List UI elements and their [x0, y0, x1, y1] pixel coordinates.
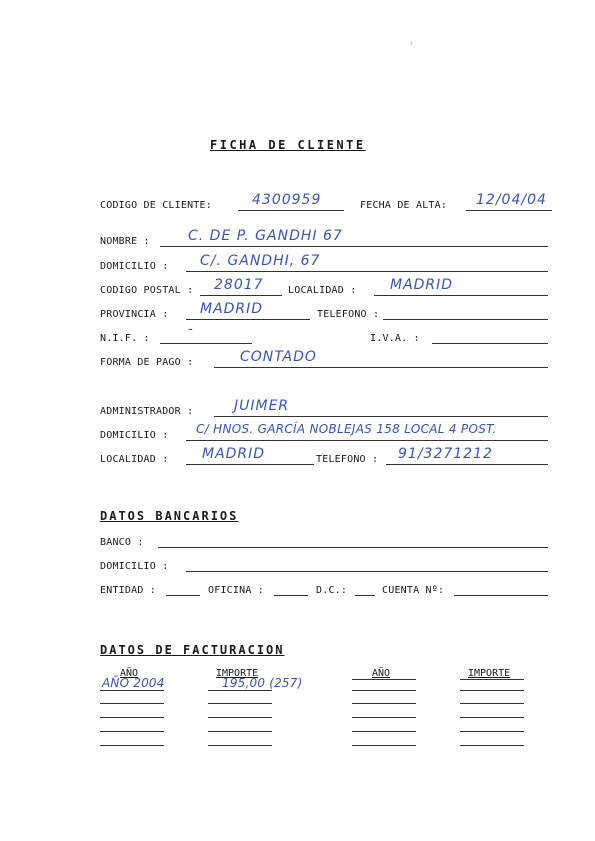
entidad-line: [166, 595, 200, 596]
ano-2-line: [352, 703, 416, 704]
ano-2-line: [352, 690, 416, 691]
domicilio-label: DOMICILIO :: [100, 261, 169, 272]
importe-1-line: [208, 717, 272, 718]
ano-2-line: [352, 745, 416, 746]
admin-localidad-value[interactable]: MADRID: [202, 446, 266, 462]
importe-1-line: [208, 745, 272, 746]
forma-pago-value[interactable]: CONTADO: [240, 349, 317, 365]
cuenta-label: CUENTA Nº:: [382, 585, 445, 596]
telefono-label: TELEFONO :: [317, 309, 380, 320]
administrador-line: [214, 416, 548, 417]
dc-line: [355, 595, 375, 596]
importe-2-line: [460, 703, 524, 704]
fecha-alta-label: FECHA DE ALTA:: [360, 200, 448, 211]
cuenta-line: [454, 595, 548, 596]
ano-2-line: [352, 731, 416, 732]
form-title: FICHA DE CLIENTE: [210, 138, 366, 152]
iva-line: [432, 343, 548, 344]
ano-1-line: [100, 703, 164, 704]
fecha-alta-line: [466, 210, 552, 211]
localidad-label: LOCALIDAD :: [288, 285, 357, 296]
forma-pago-label: FORMA DE PAGO :: [100, 357, 194, 368]
provincia-value[interactable]: MADRID: [200, 301, 264, 317]
nif-label: N.I.F. :: [100, 333, 150, 344]
nombre-line: [160, 246, 548, 247]
admin-localidad-line: [186, 464, 314, 465]
banco-label: BANCO :: [100, 537, 144, 548]
admin-telefono-label: TELEFONO :: [316, 454, 379, 465]
ano-1-line: [100, 731, 164, 732]
factura-row-ano[interactable]: AÑO 2004: [102, 676, 165, 690]
ano-2-line: [352, 717, 416, 718]
localidad-line: [374, 295, 548, 296]
ano-1-line: [100, 717, 164, 718]
iva-label: I.V.A. :: [370, 333, 420, 344]
domicilio-value[interactable]: C/. GANDHI, 67: [200, 253, 321, 269]
col-importe-1: IMPORTE: [216, 668, 259, 679]
provincia-line: [186, 319, 310, 320]
fecha-alta-value[interactable]: 12/04/04: [476, 192, 547, 208]
dc-label: D.C.:: [316, 585, 348, 596]
datos-facturacion-heading: DATOS DE FACTURACION: [100, 643, 285, 657]
oficina-line: [274, 595, 308, 596]
codigo-cliente-line: [238, 210, 344, 211]
admin-localidad-label: LOCALIDAD :: [100, 454, 169, 465]
oficina-label: OFICINA :: [208, 585, 264, 596]
col-importe-2-underline: [460, 679, 524, 680]
codigo-postal-value[interactable]: 28017: [214, 277, 264, 293]
nif-value[interactable]: -: [188, 322, 194, 337]
datos-bancarios-heading: DATOS BANCARIOS: [100, 509, 239, 523]
banco-line: [158, 547, 548, 548]
ano-1-line: [100, 690, 164, 691]
nombre-label: NOMBRE :: [100, 236, 150, 247]
admin-telefono-value[interactable]: 91/3271212: [398, 446, 493, 462]
administrador-value[interactable]: JUIMER: [234, 398, 290, 414]
col-ano-2-underline: [352, 679, 416, 680]
codigo-cliente-label: CODIGO DE CLIENTE:: [100, 200, 212, 211]
nif-line: [160, 343, 252, 344]
codigo-postal-label: CODIGO POSTAL :: [100, 285, 194, 296]
telefono-line: [383, 319, 548, 320]
ano-1-line: [100, 745, 164, 746]
importe-1-line: [208, 690, 272, 691]
importe-1-line: [208, 731, 272, 732]
importe-2-line: [460, 690, 524, 691]
banco-domicilio-line: [186, 571, 548, 572]
col-importe-2: IMPORTE: [468, 668, 511, 679]
administrador-label: ADMINISTRADOR :: [100, 406, 194, 417]
col-ano-1: AÑO: [120, 668, 139, 679]
admin-domicilio-line: [186, 440, 548, 441]
localidad-value[interactable]: MADRID: [390, 277, 454, 293]
codigo-cliente-value[interactable]: 4300959: [252, 192, 322, 208]
importe-2-line: [460, 731, 524, 732]
col-ano-2: AÑO: [372, 668, 391, 679]
codigo-postal-line: [200, 295, 282, 296]
nombre-value[interactable]: C. DE P. GANDHI 67: [188, 228, 343, 244]
admin-telefono-line: [386, 464, 548, 465]
admin-domicilio-value[interactable]: C/ HNOS. GARCÍA NOBLEJAS 158 LOCAL 4 POST.: [196, 422, 497, 436]
admin-domicilio-label: DOMICILIO :: [100, 430, 169, 441]
domicilio-line: [186, 271, 548, 272]
entidad-label: ENTIDAD :: [100, 585, 156, 596]
scan-speck: ᵗ: [409, 40, 414, 49]
forma-pago-line: [214, 367, 548, 368]
provincia-label: PROVINCIA :: [100, 309, 169, 320]
importe-2-line: [460, 717, 524, 718]
banco-domicilio-label: DOMICILIO :: [100, 561, 169, 572]
factura-row-importe[interactable]: 195,00 (257): [222, 676, 303, 690]
importe-2-line: [460, 745, 524, 746]
importe-1-line: [208, 703, 272, 704]
